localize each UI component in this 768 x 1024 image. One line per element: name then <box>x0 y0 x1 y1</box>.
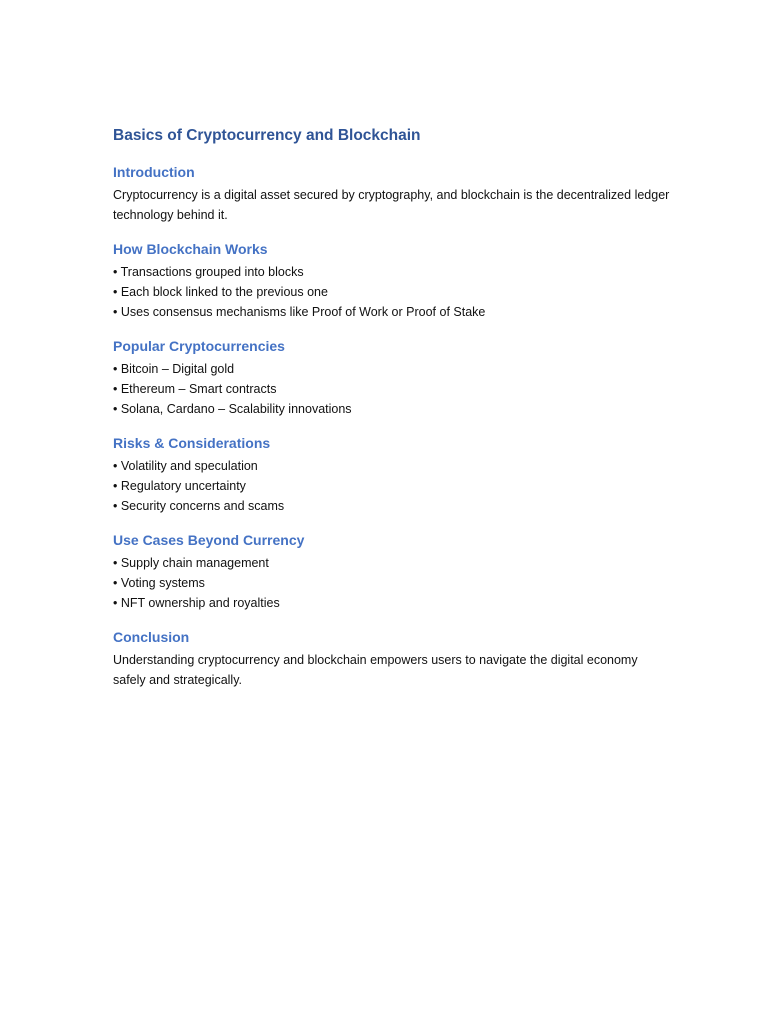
section-paragraph: Understanding cryptocurrency and blockchain empowers users to navigate the digital economy safely and strategically. <box>113 653 638 687</box>
list-item: • Regulatory uncertainty <box>113 479 246 493</box>
section-heading: Introduction <box>113 164 195 180</box>
section-how-blockchain-works <box>113 240 673 322</box>
section-heading: Conclusion <box>113 629 190 645</box>
section-heading: Use Cases Beyond Currency <box>113 532 305 548</box>
list-item: • Each block linked to the previous one <box>113 285 328 299</box>
list-item: • Transactions grouped into blocks <box>113 265 304 279</box>
list-item: • Supply chain management <box>113 556 269 570</box>
list-item: • Bitcoin – Digital gold <box>113 362 235 376</box>
section-heading: How Blockchain Works <box>113 241 268 257</box>
list-item: • Security concerns and scams <box>113 499 285 513</box>
bullet-list <box>113 456 673 516</box>
list-item: • Volatility and speculation <box>113 459 258 473</box>
list-item: • Voting systems <box>113 576 205 590</box>
section-popular-cryptocurrencies <box>113 337 673 419</box>
bullet-list <box>113 553 673 613</box>
bullet-list <box>113 262 673 322</box>
list-item: • Uses consensus mechanisms like Proof of Work or Proof of Stake <box>113 305 486 319</box>
document-page <box>113 126 673 705</box>
list-item: • Solana, Cardano – Scalability innovations <box>113 402 352 416</box>
section-heading: Risks & Considerations <box>113 435 271 451</box>
section-conclusion <box>113 628 673 690</box>
document-title: Basics of Cryptocurrency and Blockchain <box>113 127 421 144</box>
bullet-list <box>113 359 673 419</box>
list-item: • NFT ownership and royalties <box>113 596 280 610</box>
section-heading: Popular Cryptocurrencies <box>113 338 285 354</box>
section-paragraph: Cryptocurrency is a digital asset secured by cryptography, and blockchain is the decentralized ledger technology behind it. <box>113 188 670 222</box>
section-introduction <box>113 163 673 225</box>
list-item: • Ethereum – Smart contracts <box>113 382 277 396</box>
section-use-cases <box>113 531 673 613</box>
section-risks-considerations <box>113 434 673 516</box>
